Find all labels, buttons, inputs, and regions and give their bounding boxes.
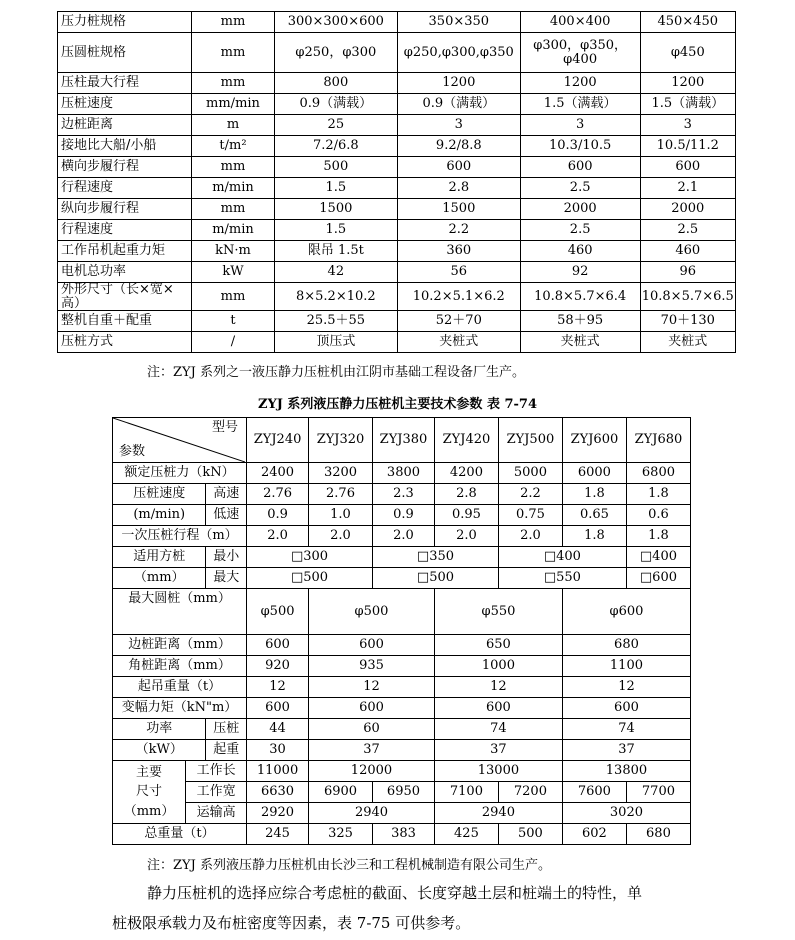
cell: □500 bbox=[247, 568, 373, 589]
row-label: 适用方桩 bbox=[113, 547, 206, 568]
cell: 600 bbox=[309, 635, 435, 656]
cell: 12000 bbox=[309, 761, 435, 782]
cell: □400 bbox=[626, 547, 690, 568]
cell: 600 bbox=[247, 698, 309, 719]
value-cell: 10.3/10.5 bbox=[520, 136, 640, 157]
row-label: 功率 bbox=[113, 719, 206, 740]
cell: □400 bbox=[498, 547, 626, 568]
paragraph-line: 桩极限承载力及布桩密度等因素，表 7-75 可供参考。 bbox=[112, 914, 471, 932]
row-label: 压桩速度 bbox=[113, 484, 206, 505]
cell: 383 bbox=[373, 824, 435, 845]
cell: 30 bbox=[247, 740, 309, 761]
param-name-cell: 工作吊机起重力矩 bbox=[58, 241, 192, 262]
note-table1: 注：ZYJ 系列之一液压静力压桩机由江阴市基础工程设备厂生产。 bbox=[147, 365, 525, 380]
cell: 12 bbox=[562, 677, 690, 698]
value-cell: 1.5 bbox=[274, 178, 397, 199]
value-cell: 2.8 bbox=[397, 178, 520, 199]
cell: 0.95 bbox=[434, 505, 498, 526]
cell: □300 bbox=[247, 547, 373, 568]
unit-cell: t/m² bbox=[192, 136, 275, 157]
unit-cell: mm bbox=[192, 73, 275, 94]
sub-label: 工作长 bbox=[186, 761, 247, 782]
row-label: 变幅力矩（kN"m） bbox=[113, 698, 247, 719]
value-cell: 600 bbox=[397, 157, 520, 178]
note-table2: 注：ZYJ 系列液压静力压桩机由长沙三和工程机械制造有限公司生产。 bbox=[147, 858, 551, 873]
param-name-cell: 压柱最大行程 bbox=[58, 73, 192, 94]
value-cell: 10.2×5.1×6.2 bbox=[397, 283, 520, 311]
value-cell: 1.5 bbox=[274, 220, 397, 241]
sub-label: 最小 bbox=[206, 547, 247, 568]
cell: 2.0 bbox=[309, 526, 373, 547]
param-name-cell: 压桩方式 bbox=[58, 332, 192, 353]
row-label: 最大圆桩（mm） bbox=[113, 589, 247, 635]
cell: 6000 bbox=[562, 463, 626, 484]
main-dim-line: 尺寸 bbox=[136, 784, 163, 800]
sub-label: 压桩 bbox=[206, 719, 247, 740]
row-label: (m/min) bbox=[113, 505, 206, 526]
value-cell: 8×5.2×10.2 bbox=[274, 283, 397, 311]
cell: 0.75 bbox=[498, 505, 562, 526]
cell: 11000 bbox=[247, 761, 309, 782]
cell: 1000 bbox=[434, 656, 562, 677]
param-name-cell: 压力桩规格 bbox=[58, 12, 192, 33]
cell: φ600 bbox=[562, 589, 690, 635]
sub-label: 工作宽 bbox=[186, 782, 247, 803]
param-name-cell: 行程速度 bbox=[58, 178, 192, 199]
param-name-cell: 行程速度 bbox=[58, 220, 192, 241]
value-cell: 300×300×600 bbox=[274, 12, 397, 33]
row-label: 总重量（t） bbox=[113, 824, 247, 845]
cell: 2.0 bbox=[498, 526, 562, 547]
cell: 650 bbox=[434, 635, 562, 656]
value-cell: 7.2/6.8 bbox=[274, 136, 397, 157]
value-cell: 400×400 bbox=[520, 12, 640, 33]
row-label: 角桩距离（mm） bbox=[113, 656, 247, 677]
value-cell: φ250，φ300 bbox=[274, 33, 397, 73]
header-model-label: 型号 bbox=[212, 420, 239, 435]
cell: 2940 bbox=[434, 803, 562, 824]
table-row bbox=[58, 199, 736, 220]
cell: 6950 bbox=[373, 782, 435, 803]
model-cell: ZYJ420 bbox=[434, 418, 498, 463]
value-cell: 460 bbox=[520, 241, 640, 262]
header-diagonal-cell bbox=[113, 418, 247, 463]
row-label: 边桩距离（mm） bbox=[113, 635, 247, 656]
value-cell: 顶压式 bbox=[274, 332, 397, 353]
cell: 600 bbox=[562, 698, 690, 719]
value-cell: 360 bbox=[397, 241, 520, 262]
value-cell: 42 bbox=[274, 262, 397, 283]
cell: 74 bbox=[562, 719, 690, 740]
value-cell: 800 bbox=[274, 73, 397, 94]
table-row bbox=[58, 94, 736, 115]
sub-label: 运输高 bbox=[186, 803, 247, 824]
value-cell: 500 bbox=[274, 157, 397, 178]
value-cell: 1200 bbox=[640, 73, 735, 94]
value-cell: 2.1 bbox=[640, 178, 735, 199]
cell: 325 bbox=[309, 824, 373, 845]
cell: 74 bbox=[434, 719, 562, 740]
param-name-cell: 压桩速度 bbox=[58, 94, 192, 115]
cell: 2400 bbox=[247, 463, 309, 484]
cell: 600 bbox=[434, 698, 562, 719]
cell: 500 bbox=[498, 824, 562, 845]
cell: 2940 bbox=[309, 803, 435, 824]
value-cell: 9.2/8.8 bbox=[397, 136, 520, 157]
unit-cell: kW bbox=[192, 262, 275, 283]
paragraph-line: 静力压桩机的选择应综合考虑桩的截面、长度穿越土层和桩端土的特性，单 bbox=[147, 884, 643, 902]
value-cell: 600 bbox=[640, 157, 735, 178]
main-dim-line: 主要 bbox=[136, 764, 163, 780]
cell: 2.8 bbox=[434, 484, 498, 505]
table-row bbox=[58, 220, 736, 241]
value-cell: 56 bbox=[397, 262, 520, 283]
cell: 1.0 bbox=[309, 505, 373, 526]
cell: 425 bbox=[434, 824, 498, 845]
cell: 1.8 bbox=[626, 484, 690, 505]
model-cell: ZYJ680 bbox=[626, 418, 690, 463]
sub-label: 最大 bbox=[206, 568, 247, 589]
unit-cell: t bbox=[192, 311, 275, 332]
cell: 6900 bbox=[309, 782, 373, 803]
value-cell: 夹桩式 bbox=[640, 332, 735, 353]
cell: 920 bbox=[247, 656, 309, 677]
value-cell: 3 bbox=[520, 115, 640, 136]
cell: 0.9 bbox=[373, 505, 435, 526]
table-row bbox=[58, 241, 736, 262]
unit-cell: m/min bbox=[192, 220, 275, 241]
cell: □600 bbox=[626, 568, 690, 589]
cell: φ550 bbox=[434, 589, 562, 635]
cell: 2.76 bbox=[309, 484, 373, 505]
cell: 600 bbox=[247, 635, 309, 656]
value-cell: 2.5 bbox=[520, 220, 640, 241]
sub-label: 低速 bbox=[206, 505, 247, 526]
sub-label: 高速 bbox=[206, 484, 247, 505]
table-row bbox=[58, 311, 736, 332]
cell: 7600 bbox=[562, 782, 626, 803]
value-cell: 2.2 bbox=[397, 220, 520, 241]
table-row bbox=[58, 262, 736, 283]
value-cell: 2.5 bbox=[520, 178, 640, 199]
cell: 37 bbox=[434, 740, 562, 761]
cell: 7700 bbox=[626, 782, 690, 803]
main-dim-line: （mm） bbox=[123, 803, 175, 819]
row-label bbox=[113, 463, 247, 484]
table-row bbox=[58, 332, 736, 353]
cell: 37 bbox=[562, 740, 690, 761]
cell: 935 bbox=[309, 656, 435, 677]
cell: 7200 bbox=[498, 782, 562, 803]
row-label: （kW） bbox=[113, 740, 206, 761]
value-cell: 70＋130 bbox=[640, 311, 735, 332]
cell: 12 bbox=[434, 677, 562, 698]
cell: 1.8 bbox=[626, 526, 690, 547]
table-row bbox=[58, 33, 736, 73]
table-row bbox=[58, 178, 736, 199]
unit-cell: mm bbox=[192, 199, 275, 220]
rated-force-label: 额定压桩力（kN） bbox=[124, 465, 235, 481]
cell: 2.3 bbox=[373, 484, 435, 505]
value-cell: 1200 bbox=[397, 73, 520, 94]
table-row bbox=[58, 73, 736, 94]
value-cell: 10.8×5.7×6.4 bbox=[520, 283, 640, 311]
unit-cell: mm bbox=[192, 12, 275, 33]
cell: 12 bbox=[247, 677, 309, 698]
value-cell: 25.5＋55 bbox=[274, 311, 397, 332]
model-cell: ZYJ380 bbox=[373, 418, 435, 463]
cell: 600 bbox=[309, 698, 435, 719]
value-cell: 1500 bbox=[397, 199, 520, 220]
model-cell: ZYJ240 bbox=[247, 418, 309, 463]
value-cell: 58＋95 bbox=[520, 311, 640, 332]
cell: 0.6 bbox=[626, 505, 690, 526]
cell: φ500 bbox=[247, 589, 309, 635]
value-cell: 10.5/11.2 bbox=[640, 136, 735, 157]
cell: 3800 bbox=[373, 463, 435, 484]
table-row bbox=[58, 115, 736, 136]
param-name-cell: 整机自重＋配重 bbox=[58, 311, 192, 332]
row-label: 一次压桩行程（m） bbox=[113, 526, 247, 547]
value-cell: 96 bbox=[640, 262, 735, 283]
unit-cell: mm/min bbox=[192, 94, 275, 115]
unit-cell: mm bbox=[192, 157, 275, 178]
value-cell: 92 bbox=[520, 262, 640, 283]
cell: 2.0 bbox=[434, 526, 498, 547]
cell: 2.76 bbox=[247, 484, 309, 505]
cell: 5000 bbox=[498, 463, 562, 484]
sub-label: 起重 bbox=[206, 740, 247, 761]
cell: 3200 bbox=[309, 463, 373, 484]
cell: 602 bbox=[562, 824, 626, 845]
value-cell: 1.5（满载） bbox=[640, 94, 735, 115]
cell: □500 bbox=[373, 568, 499, 589]
cell: 6630 bbox=[247, 782, 309, 803]
value-cell: 0.9（满载） bbox=[274, 94, 397, 115]
cell: 13000 bbox=[434, 761, 562, 782]
value-cell: 1500 bbox=[274, 199, 397, 220]
table-row bbox=[58, 136, 736, 157]
cell: 1100 bbox=[562, 656, 690, 677]
value-cell: 350×350 bbox=[397, 12, 520, 33]
cell: 12 bbox=[309, 677, 435, 698]
value-cell: 52＋70 bbox=[397, 311, 520, 332]
unit-cell: / bbox=[192, 332, 275, 353]
value-cell: 10.8×5.7×6.5 bbox=[640, 283, 735, 311]
value-cell: 2000 bbox=[520, 199, 640, 220]
param-name-cell: 外形尺寸（长×宽×高） bbox=[58, 283, 192, 311]
row-label: （mm） bbox=[113, 568, 206, 589]
unit-cell: m bbox=[192, 115, 275, 136]
value-cell: 25 bbox=[274, 115, 397, 136]
model-cell: ZYJ320 bbox=[309, 418, 373, 463]
value-cell: 0.9（满载） bbox=[397, 94, 520, 115]
value-cell: 1200 bbox=[520, 73, 640, 94]
cell: 6800 bbox=[626, 463, 690, 484]
param-name-cell: 压圆桩规格 bbox=[58, 33, 192, 73]
param-name-cell: 纵向步履行程 bbox=[58, 199, 192, 220]
unit-cell: mm bbox=[192, 33, 275, 73]
value-cell: φ250,φ300,φ350 bbox=[397, 33, 520, 73]
value-cell: 限吊 1.5t bbox=[274, 241, 397, 262]
cell: 1.8 bbox=[562, 526, 626, 547]
table-row bbox=[58, 283, 736, 311]
table2-title: ZYJ 系列液压静力压桩机主要技术参数 表 7-74 bbox=[257, 397, 538, 412]
cell: 0.9 bbox=[247, 505, 309, 526]
cell: 2.0 bbox=[247, 526, 309, 547]
table-row bbox=[58, 12, 736, 33]
cell: 44 bbox=[247, 719, 309, 740]
param-name-cell: 边桩距离 bbox=[58, 115, 192, 136]
cell: 0.65 bbox=[562, 505, 626, 526]
cell: 1.8 bbox=[562, 484, 626, 505]
cell: 2.2 bbox=[498, 484, 562, 505]
model-cell: ZYJ600 bbox=[562, 418, 626, 463]
cell: 2.0 bbox=[373, 526, 435, 547]
cell: 37 bbox=[309, 740, 435, 761]
cell: 680 bbox=[626, 824, 690, 845]
row-label: 起吊重量（t） bbox=[113, 677, 247, 698]
value-cell: φ450 bbox=[640, 33, 735, 73]
value-cell: 2.5 bbox=[640, 220, 735, 241]
cell: 60 bbox=[309, 719, 435, 740]
cell: 13800 bbox=[562, 761, 690, 782]
cell: 2920 bbox=[247, 803, 309, 824]
unit-cell: kN·m bbox=[192, 241, 275, 262]
value-cell: 450×450 bbox=[640, 12, 735, 33]
param-name-cell: 接地比大船/小船 bbox=[58, 136, 192, 157]
value-cell: 3 bbox=[640, 115, 735, 136]
value-cell: 夹桩式 bbox=[520, 332, 640, 353]
table-zyj-series-2 bbox=[112, 417, 691, 845]
cell: 4200 bbox=[434, 463, 498, 484]
value-cell: 2000 bbox=[640, 199, 735, 220]
cell: 3020 bbox=[562, 803, 690, 824]
value-cell: 夹桩式 bbox=[397, 332, 520, 353]
unit-cell: m/min bbox=[192, 178, 275, 199]
cell: 245 bbox=[247, 824, 309, 845]
header-param-label: 参数 bbox=[119, 444, 146, 460]
param-name-cell: 电机总功率 bbox=[58, 262, 192, 283]
value-cell: 1.5（满载） bbox=[520, 94, 640, 115]
value-cell: φ300，φ350，φ400 bbox=[520, 33, 640, 73]
cell: □550 bbox=[498, 568, 626, 589]
cell: 680 bbox=[562, 635, 690, 656]
table-zyj-series-1 bbox=[57, 11, 736, 353]
unit-cell: mm bbox=[192, 283, 275, 311]
value-cell: 3 bbox=[397, 115, 520, 136]
cell: φ500 bbox=[309, 589, 435, 635]
table-row bbox=[58, 157, 736, 178]
cell: 7100 bbox=[434, 782, 498, 803]
value-cell: 460 bbox=[640, 241, 735, 262]
value-cell: 600 bbox=[520, 157, 640, 178]
model-cell: ZYJ500 bbox=[498, 418, 562, 463]
row-label-main-dims bbox=[113, 761, 186, 824]
cell: □350 bbox=[373, 547, 499, 568]
param-name-cell: 横向步履行程 bbox=[58, 157, 192, 178]
